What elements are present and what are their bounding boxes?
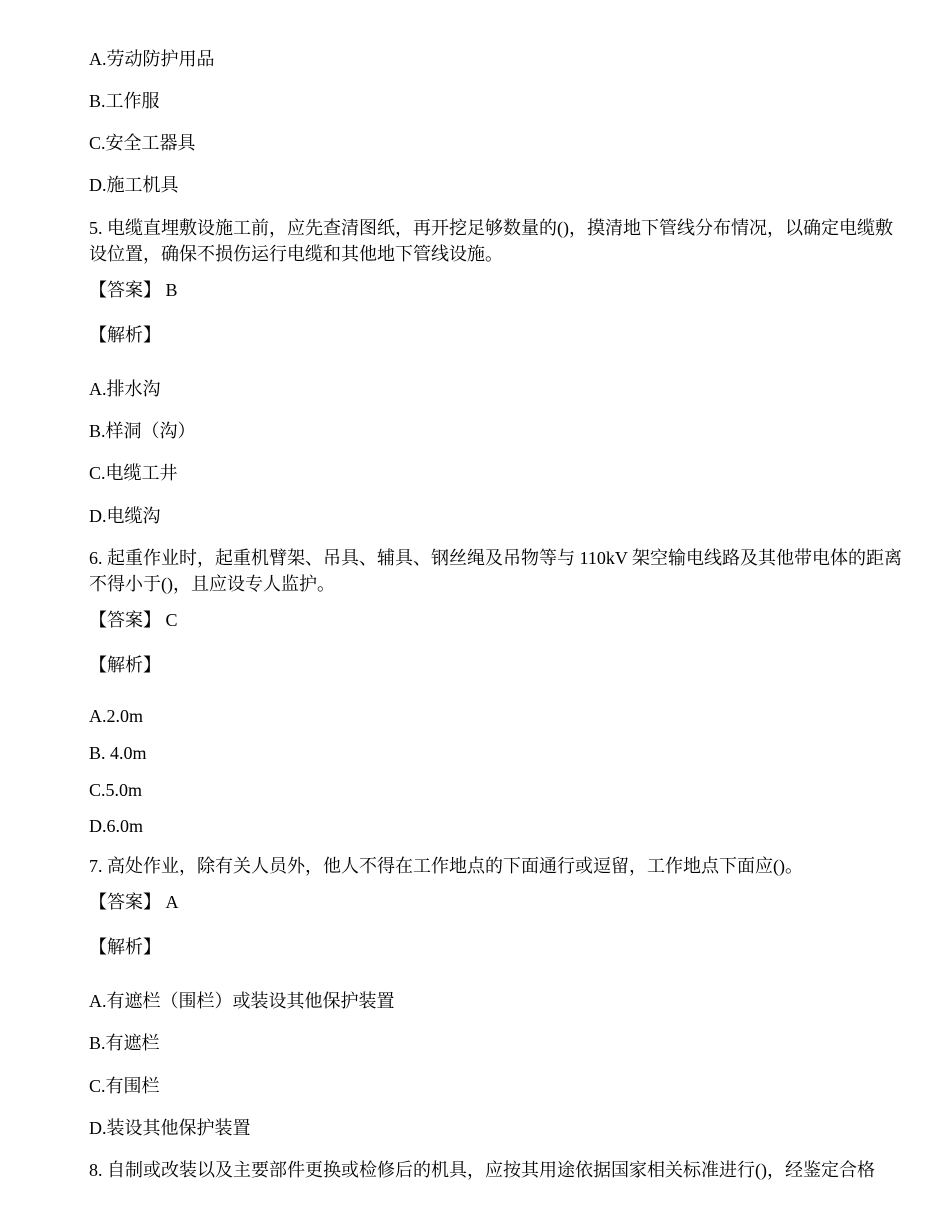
analysis-label: 【解析】 [89,655,161,675]
option-line: A.劳动防护用品 [89,49,215,69]
option-line: C.5.0m [89,780,143,800]
option-line: C.有围栏 [89,1076,160,1096]
question-text: 8. 自制或改装以及主要部件更换或检修后的机具，应按其用途依据国家相关标准进行()，经鉴定合格 [89,1160,875,1180]
option-line: C.安全工器具 [89,133,196,153]
option-line: D.装设其他保护装置 [89,1118,251,1138]
answer-line: 【答案】 A [89,892,179,912]
option-line: B. 4.0m [89,743,147,763]
option-line: A.2.0m [89,706,143,726]
option-line: B.有遮栏 [89,1033,160,1053]
question-text: 7. 高处作业，除有关人员外，他人不得在工作地点的下面通行或逗留，工作地点下面应()。 [89,856,803,876]
question-text: 5. 电缆直埋敷设施工前，应先查清图纸，再开挖足够数量的()，摸清地下管线分布情况，以确定电缆敷设位置，确保不损伤运行电缆和其他地下管线设施。 [89,218,893,264]
option-line: D.施工机具 [89,175,179,195]
analysis-label: 【解析】 [89,325,161,345]
option-line: A.有遮栏（围栏）或装设其他保护装置 [89,991,395,1011]
option-line: D.电缆沟 [89,506,161,526]
answer-line: 【答案】 C [89,610,178,630]
analysis-label: 【解析】 [89,937,161,957]
option-line: D.6.0m [89,816,143,836]
option-line: C.电缆工井 [89,463,178,483]
option-line: B.工作服 [89,91,160,111]
answer-line: 【答案】 B [89,280,178,300]
option-line: A.排水沟 [89,379,161,399]
question-text: 6. 起重作业时，起重机臂架、吊具、辅具、钢丝绳及吊物等与 110kV 架空输电线路及其他带电体的距离不得小于()，且应设专人监护。 [89,548,903,594]
option-line: B.样洞（沟） [89,421,196,441]
